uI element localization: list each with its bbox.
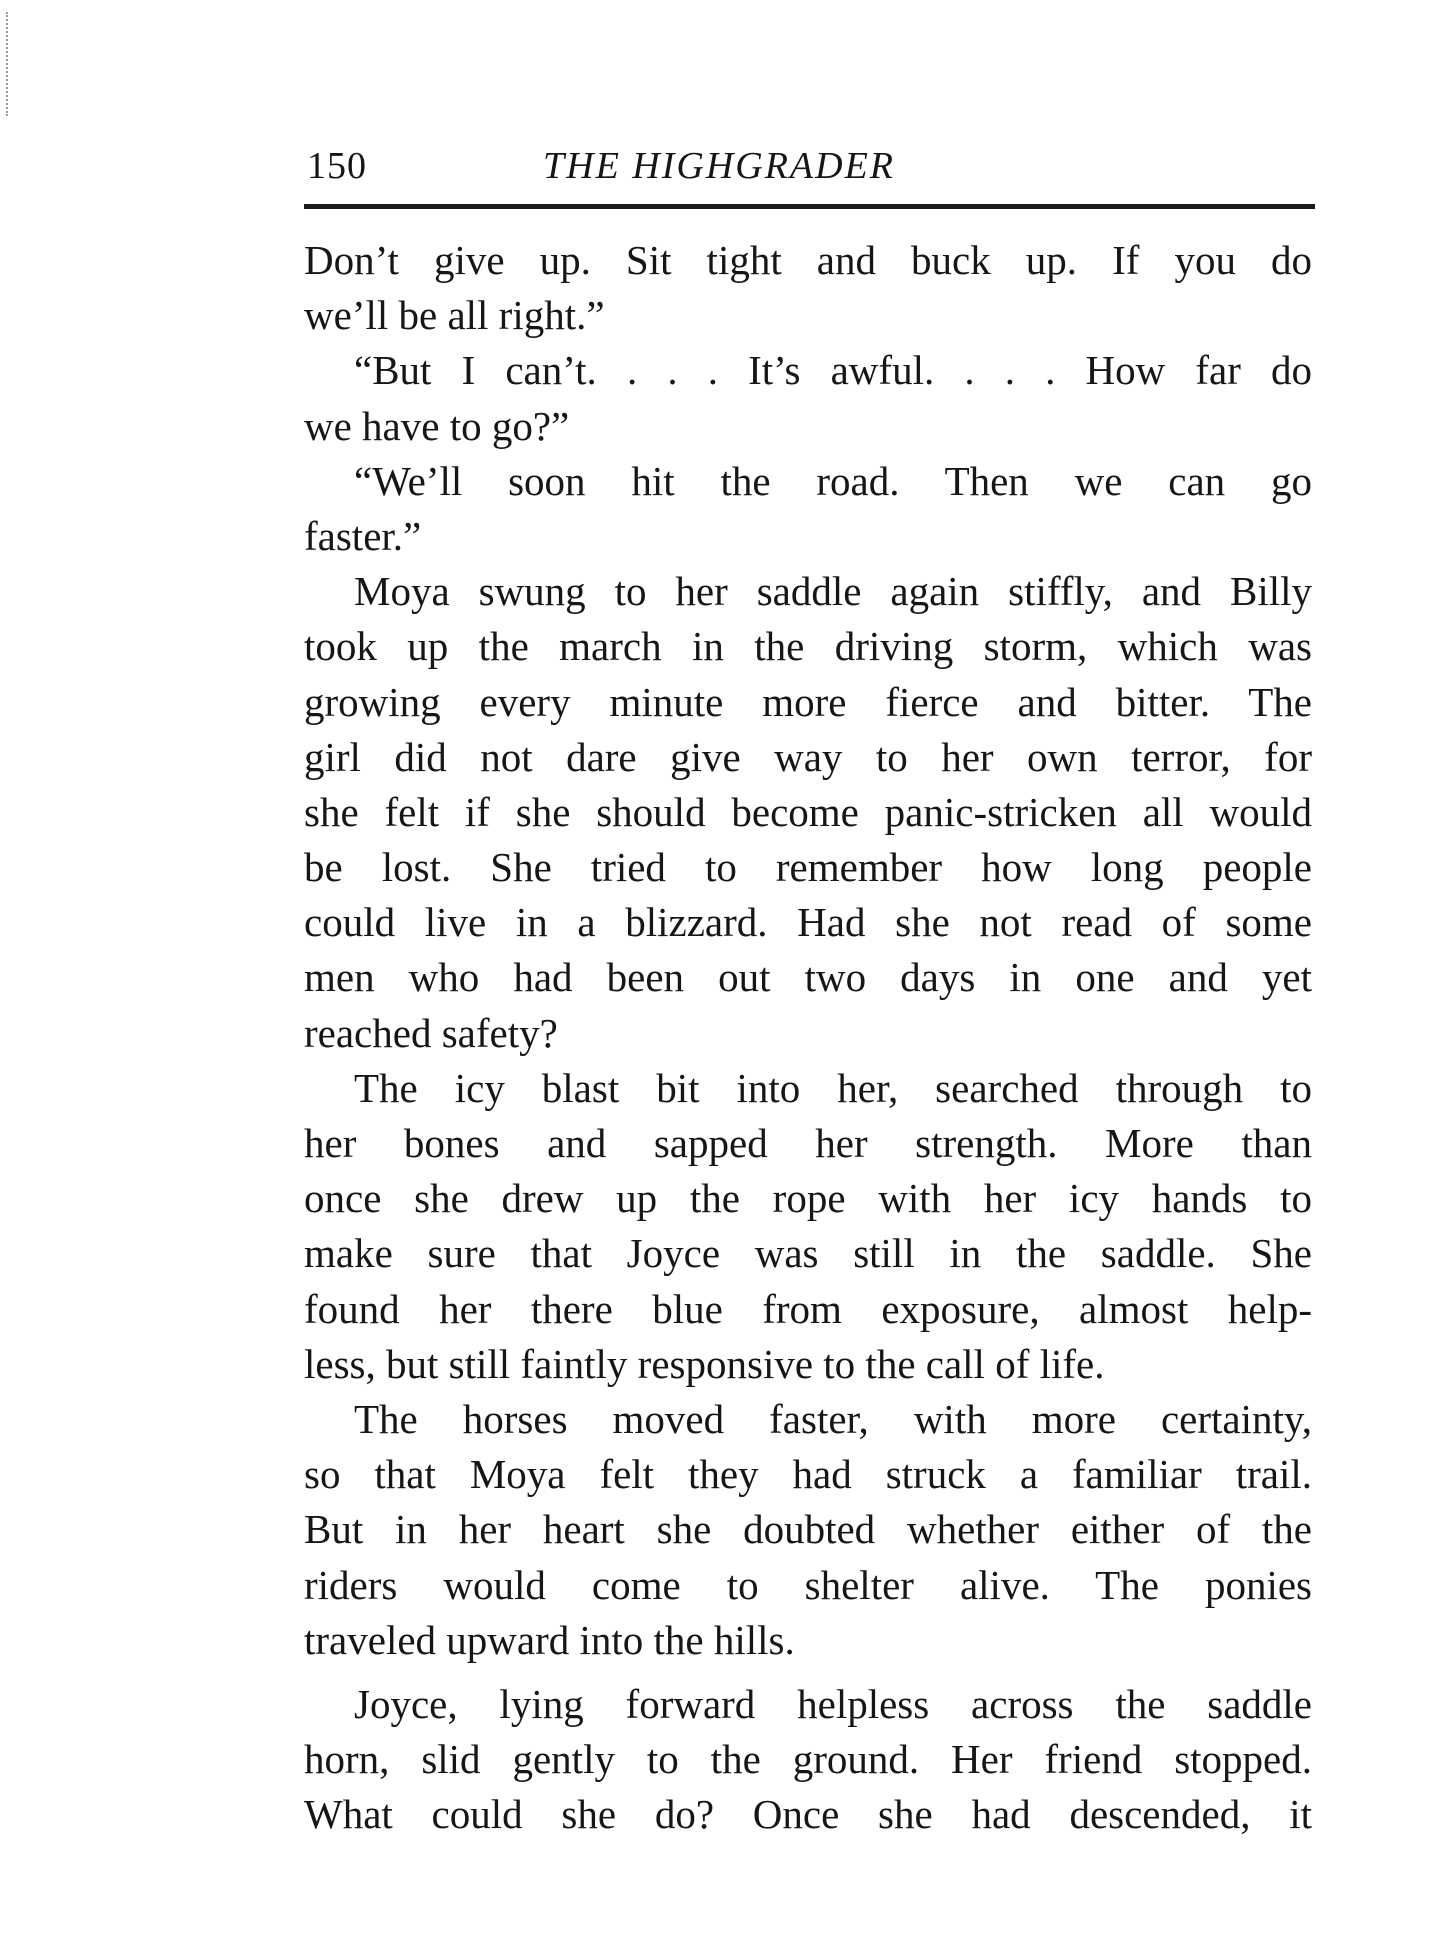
text-line: Joyce, lying forward helpless across the saddle bbox=[354, 1680, 1312, 1727]
text-line: Moya swung to her saddle again stiffly, and Billy bbox=[354, 568, 1312, 615]
text-line: girl did not dare give way to her own terror, for bbox=[304, 733, 1312, 780]
text-line: could live in a blizzard. Had she not read of some bbox=[304, 899, 1312, 946]
text-line: riders would come to shelter alive. The ponies bbox=[304, 1561, 1312, 1608]
text-line: “We’ll soon hit the road. Then we can go bbox=[354, 457, 1312, 504]
text-line: men who had been out two days in one and yet bbox=[304, 954, 1312, 1001]
text-line: reached safety? bbox=[304, 1009, 558, 1056]
header-rule bbox=[304, 204, 1315, 209]
text-line: make sure that Joyce was still in the saddle. She bbox=[304, 1230, 1312, 1277]
text-line: traveled upward into the hills. bbox=[304, 1616, 795, 1663]
running-title: THE HIGHGRADER bbox=[543, 145, 896, 187]
text-line: faster.” bbox=[304, 512, 422, 559]
text-line: took up the march in the driving storm, which was bbox=[304, 623, 1312, 670]
text-line: growing every minute more fierce and bitter. The bbox=[304, 678, 1312, 725]
page-header bbox=[307, 140, 1312, 192]
text-line: she felt if she should become panic-stricken all would bbox=[304, 788, 1312, 835]
scan-margin-mark bbox=[6, 12, 10, 116]
text-line: so that Moya felt they had struck a familiar trail. bbox=[304, 1451, 1312, 1498]
text-line: found her there blue from exposure, almost help- bbox=[304, 1285, 1312, 1332]
body-text bbox=[304, 233, 1312, 1842]
text-line: But in her heart she doubted whether either of the bbox=[304, 1506, 1312, 1553]
text-line: What could she do? Once she had descended, it bbox=[304, 1791, 1312, 1838]
paragraph-gap bbox=[304, 1668, 1312, 1677]
text-line: her bones and sapped her strength. More than bbox=[304, 1120, 1312, 1166]
text-line: The icy blast bit into her, searched through to bbox=[354, 1064, 1312, 1111]
text-line: Don’t give up. Sit tight and buck up. If you do bbox=[304, 237, 1312, 283]
text-line: “But I can’t. . . . It’s awful. . . . How far do bbox=[354, 347, 1312, 394]
text-line: once she drew up the rope with her icy hands to bbox=[304, 1175, 1312, 1222]
text-line: we’ll be all right.” bbox=[304, 292, 605, 339]
text-line: be lost. She tried to remember how long people bbox=[304, 844, 1312, 891]
text-line: less, but still faintly responsive to the call of life. bbox=[304, 1340, 1105, 1387]
text-line: The horses moved faster, with more certainty, bbox=[354, 1395, 1312, 1442]
page-number: 150 bbox=[307, 145, 367, 187]
text-line: horn, slid gently to the ground. Her friend stopped. bbox=[304, 1736, 1312, 1783]
text-line: we have to go?” bbox=[304, 402, 570, 449]
